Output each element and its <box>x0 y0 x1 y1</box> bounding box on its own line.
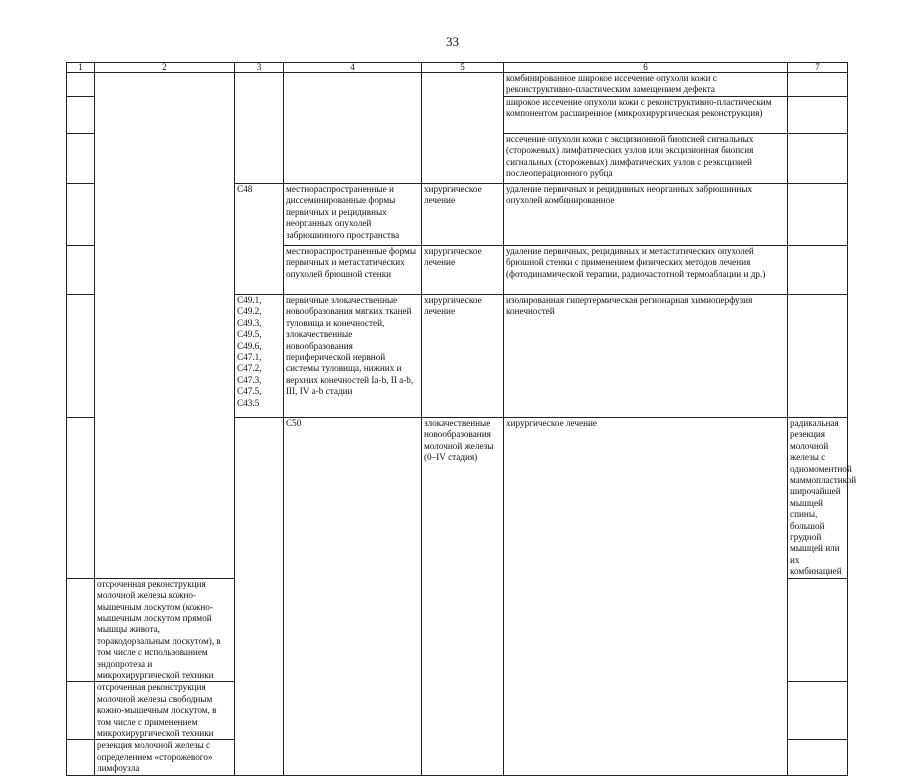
diagnosis-cell: местнораспространенные формы первичных и метастатических опухолей брюшной стенки <box>284 246 422 295</box>
treatment-cell: хирургическое лечение <box>504 418 788 776</box>
table-row <box>67 73 848 97</box>
table-cell <box>788 246 848 295</box>
table-cell <box>67 184 95 246</box>
table-cell <box>67 97 95 134</box>
diagnosis-cell: местнораспространенные и диссеминированные формы первичных и рецидивных неорганных опухолей забрюшинного пространства <box>284 184 422 246</box>
icd-code-cell: С48 <box>235 184 284 295</box>
table-cell <box>67 578 95 682</box>
table-cell <box>284 73 422 184</box>
table-cell <box>788 184 848 246</box>
method-cell: комбинированное широкое иссечение опухоли кожи с реконструктивно-пластическим замещением дефекта <box>504 73 788 97</box>
stage-text: (0–IV стадия) <box>424 452 478 463</box>
table-cell <box>67 134 95 184</box>
table-cell <box>67 246 95 295</box>
table-cell <box>67 682 95 740</box>
icd-code: С49.1, <box>237 295 262 305</box>
diagnosis-cell <box>422 418 504 776</box>
icd-code: С47.5, <box>237 386 262 397</box>
table-cell <box>95 73 235 579</box>
icd-code: С47.2, <box>237 363 262 374</box>
method-cell: удаление первичных и рецидивных неорганных забрюшинных опухолей комбинированное <box>504 184 788 246</box>
column-header: 7 <box>788 63 848 73</box>
method-cell: отсроченная реконструкция молочной железы свободным кожно-мышечным лоскутом, в том числе с применением микрохирургической техники <box>95 682 235 740</box>
treatment-cell: хирургическое лечение <box>422 246 504 295</box>
column-header: 5 <box>422 63 504 73</box>
icd-code: С43.5 <box>237 397 260 408</box>
method-cell: широкое иссечение опухоли кожи с реконструктивно-пластическим компонентом расширенное (микрохирургическая реконструкция) <box>504 97 788 134</box>
method-cell: отсроченная реконструкция молочной железы кожно-мышечным лоскутом (кожно-мышечным лоскутом прямой мышцы живота, торакодорзальным лоскутом), в том числе с использованием эндопротеза и микрохирургической техники <box>95 578 235 682</box>
icd-code-cell: С50 <box>284 418 422 776</box>
method-cell: изолированная гипертермическая регионарная химиоперфузия конечностей <box>504 295 788 418</box>
method-cell: радикальная резекция молочной железы с одномоментной маммопластикой широчайшей мышцей спины, большой грудной мышцей или их комбинацией <box>788 418 848 579</box>
table-cell <box>67 73 95 97</box>
icd-code: С47.3, <box>237 374 262 385</box>
column-header: 4 <box>284 63 422 73</box>
page-number: 33 <box>446 34 459 49</box>
table-cell <box>235 418 284 776</box>
icd-code: С49.5, <box>237 329 262 340</box>
medical-procedures-table <box>66 62 857 776</box>
method-cell: удаление первичных, рецидивных и метастатических опухолей брюшной стенки с применением физических методов лечения (фотодинамической терапии, радиочастотной термоаблации и др.) <box>504 246 788 295</box>
diagnosis-text: злокачественные новообразования молочной железы <box>424 418 494 451</box>
table-cell <box>788 134 848 184</box>
table-cell <box>788 578 848 682</box>
table-cell <box>788 97 848 134</box>
method-cell: резекция молочной железы с определением «сторожевого» лимфоузла <box>95 740 235 775</box>
method-cell: иссечение опухоли кожи с эксцизионной биопсией сигнальных (сторожевых) лимфатических узлов или эксцизионная биопсия сигнальных (сторожевых) лимфатических узлов с реэксцизией послеоперационного рубца <box>504 134 788 184</box>
treatment-cell: хирургическое лечение <box>422 184 504 246</box>
icd-codes-cell <box>235 295 284 418</box>
column-number-header-row <box>67 63 848 73</box>
icd-code: С49.6, <box>237 340 262 351</box>
table-cell <box>788 682 848 740</box>
column-header: 1 <box>67 63 95 73</box>
icd-code: С49.3, <box>237 317 262 328</box>
icd-code: С49.2, <box>237 306 262 317</box>
table-cell <box>422 73 504 184</box>
table-cell <box>788 73 848 97</box>
column-header: 3 <box>235 63 284 73</box>
column-header: 2 <box>95 63 235 73</box>
table-cell <box>67 418 95 579</box>
table-cell <box>235 73 284 184</box>
treatment-cell: хирургическое лечение <box>422 295 504 418</box>
column-header: 6 <box>504 63 788 73</box>
diagnosis-cell: первичные злокачественные новообразования мягких тканей туловища и конечностей, злокачественные новообразования периферической нервной системы туловища, нижних и верхних конечностей Ia-b, II a-b, III, IV a-b стадии <box>284 295 422 418</box>
icd-code: С47.1, <box>237 352 262 363</box>
table-cell <box>67 295 95 418</box>
table-cell <box>788 295 848 418</box>
table-cell <box>67 740 95 775</box>
table-cell <box>788 740 848 775</box>
